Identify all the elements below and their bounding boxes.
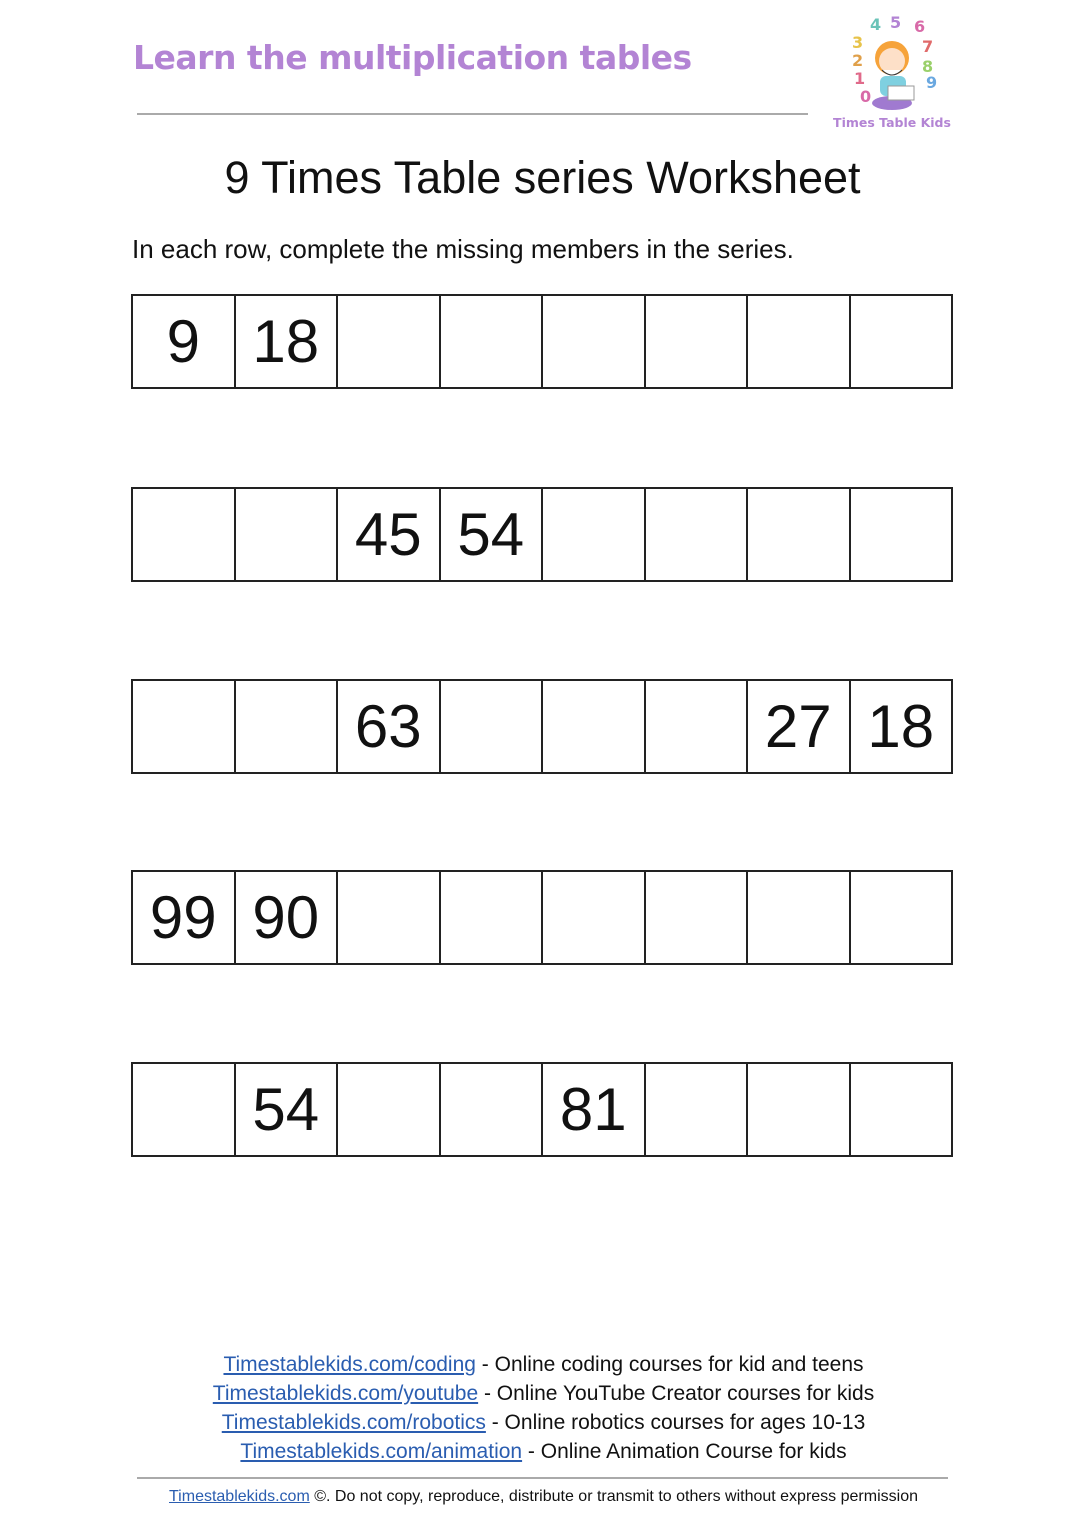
worksheet-title: 9 Times Table series Worksheet	[224, 152, 861, 203]
series-cell-given: 18	[236, 296, 339, 387]
svg-text:8: 8	[922, 57, 934, 76]
series-cell-blank[interactable]	[441, 872, 544, 963]
header-divider	[137, 113, 808, 115]
series-row	[131, 487, 953, 582]
series-cell-given: 9	[133, 296, 236, 387]
link-description: - Online YouTube Creator courses for kids	[478, 1382, 875, 1405]
svg-text:9: 9	[926, 73, 938, 92]
copyright	[0, 1488, 1087, 1506]
home-link[interactable]: Timestablekids.com	[169, 1488, 310, 1505]
series-cell-blank[interactable]	[236, 489, 339, 580]
footer-link-line	[0, 1379, 1087, 1408]
series-cell-blank[interactable]	[646, 681, 749, 772]
svg-text:2: 2	[852, 51, 864, 70]
girl-with-numbers-icon	[830, 8, 954, 113]
series-cell-blank[interactable]	[441, 1064, 544, 1155]
svg-text:0: 0	[860, 87, 872, 106]
svg-text:4: 4	[870, 15, 882, 34]
series-cell-blank[interactable]	[338, 872, 441, 963]
svg-text:5: 5	[890, 13, 902, 32]
series-row	[131, 1062, 953, 1157]
series-cell-given: 81	[543, 1064, 646, 1155]
series-cell-blank[interactable]	[543, 296, 646, 387]
coding-link[interactable]: Timestablekids.com/coding	[223, 1353, 476, 1376]
series-cell-blank[interactable]	[646, 489, 749, 580]
series-cell-blank[interactable]	[338, 1064, 441, 1155]
series-cell-given: 54	[236, 1064, 339, 1155]
animation-link[interactable]: Timestablekids.com/animation	[240, 1440, 523, 1463]
series-cell-blank[interactable]	[133, 681, 236, 772]
series-cell-given: 63	[338, 681, 441, 772]
footer-link-line	[0, 1408, 1087, 1437]
series-cell-blank[interactable]	[748, 1064, 851, 1155]
times-table-kids-logo	[830, 8, 960, 133]
series-cell-blank[interactable]	[748, 296, 851, 387]
series-cell-blank[interactable]	[543, 681, 646, 772]
copyright-text: ©. Do not copy, reproduce, distribute or transmit to others without express permission	[309, 1488, 918, 1505]
svg-text:6: 6	[914, 17, 926, 36]
series-cell-blank[interactable]	[543, 872, 646, 963]
series-cell-blank[interactable]	[646, 872, 749, 963]
site-header-title: Learn the multiplication tables	[133, 38, 692, 77]
series-cell-blank[interactable]	[851, 872, 952, 963]
link-description: - Online coding courses for kid and teens	[475, 1353, 864, 1376]
series-cell-blank[interactable]	[646, 1064, 749, 1155]
series-cell-blank[interactable]	[133, 489, 236, 580]
link-description: - Online Animation Course for kids	[522, 1440, 847, 1463]
series-row	[131, 679, 953, 774]
svg-text:3: 3	[852, 33, 864, 52]
robotics-link[interactable]: Timestablekids.com/robotics	[221, 1411, 486, 1434]
footer-links	[0, 1350, 1087, 1466]
footer-link-line	[0, 1437, 1087, 1466]
youtube-link[interactable]: Timestablekids.com/youtube	[212, 1382, 479, 1405]
footer-divider	[137, 1477, 948, 1479]
footer-link-line	[0, 1350, 1087, 1379]
series-cell-blank[interactable]	[338, 296, 441, 387]
series-cell-blank[interactable]	[851, 1064, 952, 1155]
series-cell-blank[interactable]	[236, 681, 339, 772]
series-cell-blank[interactable]	[441, 296, 544, 387]
link-description: - Online robotics courses for ages 10-13	[485, 1411, 866, 1434]
series-cell-given: 18	[867, 693, 935, 760]
logo-text: Times Table Kids	[833, 115, 951, 130]
series-cell-blank[interactable]	[748, 872, 851, 963]
series-cell-blank[interactable]	[543, 489, 646, 580]
series-cell-blank[interactable]	[851, 489, 952, 580]
series-cell-blank[interactable]	[748, 489, 851, 580]
svg-text:7: 7	[922, 37, 934, 56]
instructions: In each row, complete the missing members in the series.	[132, 234, 794, 264]
series-cell-given: 45	[338, 489, 441, 580]
series-cell-given: 54	[441, 489, 544, 580]
series-cell-given: 99	[133, 872, 236, 963]
series-cell-blank[interactable]	[646, 296, 749, 387]
svg-text:1: 1	[854, 69, 866, 88]
series-cell-blank[interactable]	[851, 296, 952, 387]
series-cell-blank[interactable]	[133, 1064, 236, 1155]
series-row	[131, 870, 953, 965]
series-cell-given: 90	[236, 872, 339, 963]
series-cell-given: 27	[748, 681, 851, 772]
series-row	[131, 294, 953, 389]
series-cell-blank[interactable]	[441, 681, 544, 772]
